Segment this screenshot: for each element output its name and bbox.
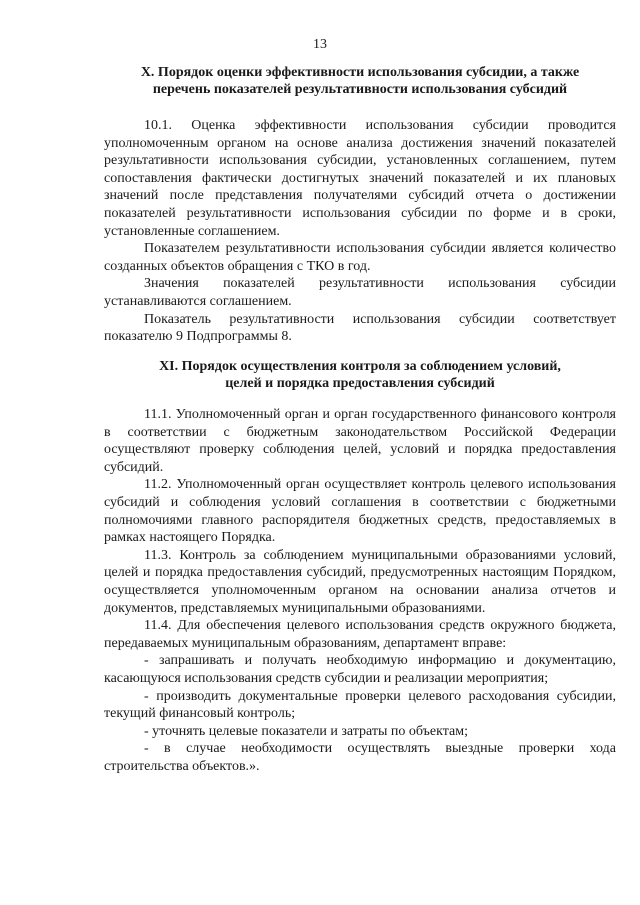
paragraph-11-3: 11.3. Контроль за соблюдением муниципальными образованиями условий, целей и порядка предоставления субсидий, предусмотренных настоящим Порядком, осуществляется уполномоченным органом на основании анализа отчетов и документов, представляемых муниципальными образованиями. — [104, 547, 616, 616]
paragraph-11-4: 11.4. Для обеспечения целевого использования средств окружного бюджета, передаваемых муниципальным образованиям, департамент вправе: — [104, 618, 616, 651]
section-10-title-line: перечень показателей результативности использования субсидий — [152, 82, 568, 97]
paragraph-10-1: 10.1. Оценка эффективности использования субсидии проводится уполномоченным органом на основе анализа достижения значений показателей результативности использования субсидии, установленных соглашением, путем сопоставления фактически достигнутых значений показателей и их плановых значений после представления получателями субсидий отчета о достижении показателей результативности использования субсидии по форме и в сроки, установленные соглашением. — [104, 118, 616, 239]
page-number: 13 — [313, 37, 327, 52]
list-item: - производить документальные проверки целевого расходования субсидии, текущий финансовый контроль; — [104, 688, 616, 722]
list-item: - уточнять целевые показатели и затраты по объектам; — [144, 723, 468, 739]
section-11-body — [104, 406, 616, 775]
list-item: - в случае необходимости осуществлять выездные проверки хода строительства объектов.». — [104, 741, 616, 774]
paragraph-indicator-values: Значения показателей результативности использования субсидии устанавливаются соглашением. — [104, 276, 616, 309]
paragraph-indicator-match: Показатель результативности использования субсидии соответствует показателю 9 Подпрограммы 8. — [104, 311, 616, 345]
section-11-title-line: XI. Порядок осуществления контроля за соблюдением условий, — [159, 359, 561, 374]
section-10-title — [104, 64, 616, 98]
section-11-title-line: целей и порядка предоставления субсидий — [225, 376, 495, 391]
paragraph-11-1: 11.1. Уполномоченный орган и орган государственного финансового контроля в соответствии с бюджетным законодательством Российской Федерации осуществляют проверку соблюдения целей, условий и порядка предоставления субсидий. — [104, 407, 616, 475]
section-10-body — [104, 117, 616, 346]
section-10-title-line: X. Порядок оценки эффективности использования субсидии, а также — [140, 65, 580, 80]
paragraph-indicator: Показателем результативности использования субсидии является количество созданных объектов обращения с ТКО в год. — [104, 241, 616, 274]
section-11-title — [104, 358, 616, 392]
paragraph-11-2: 11.2. Уполномоченный орган осуществляет контроль целевого использования субсидий и соблюдения условий соглашения в соответствии с бюджетными полномочиями главного распорядителя бюджетных средств, предоставляемых в рамках настоящего Порядка. — [104, 477, 616, 546]
list-item: - запрашивать и получать необходимую информацию и документацию, касающуюся использования средств субсидии и реализации мероприятия; — [104, 653, 616, 686]
